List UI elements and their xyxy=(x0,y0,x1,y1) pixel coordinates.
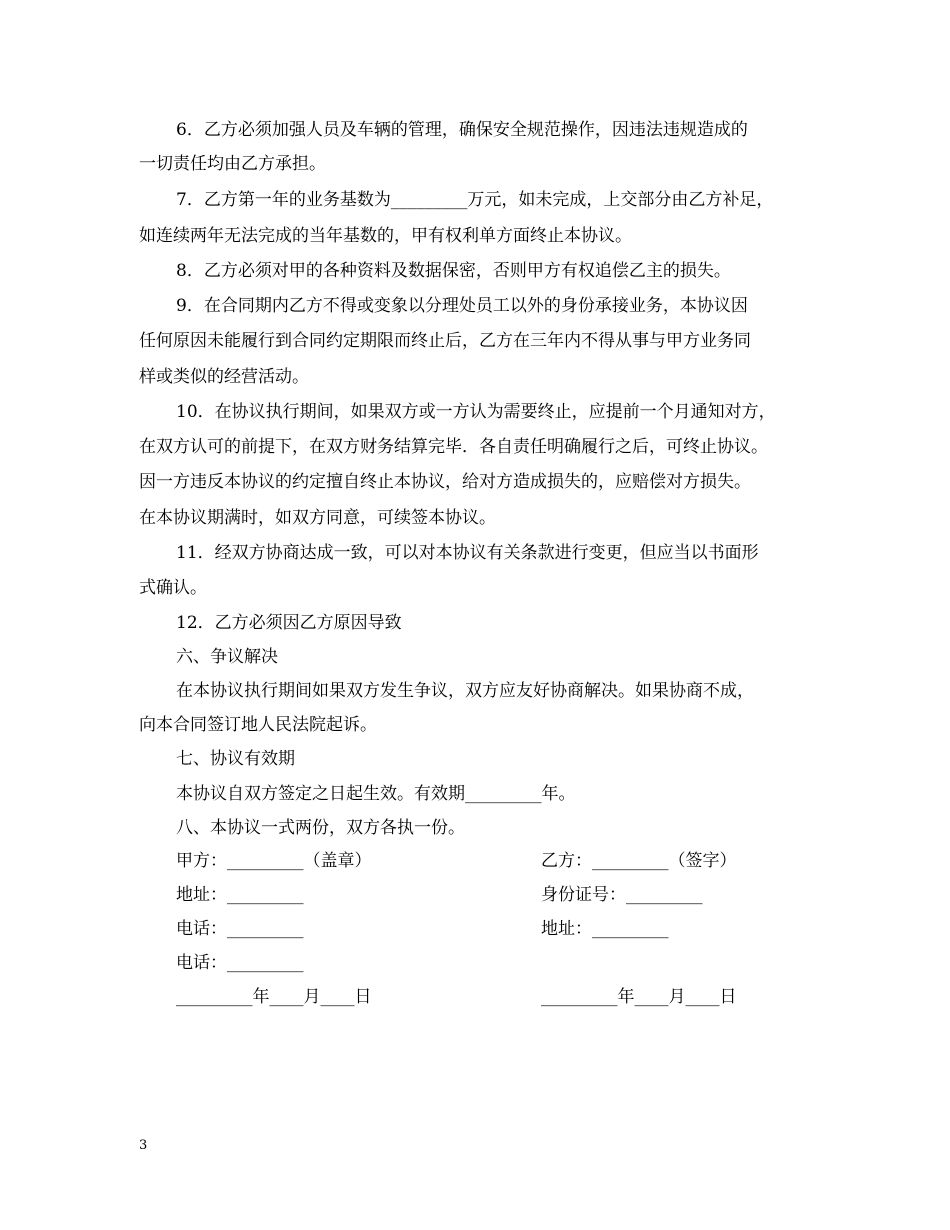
section-6-line-1: 在本协议执行期间如果双方发生争议，双方应友好协商解决。如果协商不成， xyxy=(176,681,754,701)
section-7-title: 七、协议有效期 xyxy=(176,749,295,769)
party-a-phone-field: 电话：_________ xyxy=(176,919,304,939)
party-b-field: 乙方：_________（签字） xyxy=(541,851,737,871)
section-6-line-2: 向本合同签订地人民法院起诉。 xyxy=(139,715,377,735)
party-a-address-field: 地址：_________ xyxy=(176,885,304,905)
clause-9-line-3: 样或类似的经营活动。 xyxy=(139,367,309,387)
clause-7-line-1: 7．乙方第一年的业务基数为_________万元，如未完成，上交部分由乙方补足， xyxy=(176,190,774,210)
clause-9-line-2: 任何原因未能履行到合同约定期限而终止后，乙方在三年内不得从事与甲方业务同 xyxy=(139,331,751,351)
clause-12: 12．乙方必须因乙方原因导致 xyxy=(176,613,402,633)
party-a-date-field: _________年____月____日 xyxy=(176,987,372,1007)
party-b-address-field: 地址：_________ xyxy=(541,919,669,939)
clause-10-line-3: 因一方违反本协议的约定擅自终止本协议，给对方造成损失的，应赔偿对方损失。 xyxy=(139,472,751,492)
party-a-phone-field-2: 电话：_________ xyxy=(176,953,304,973)
party-b-date-field: _________年____月____日 xyxy=(541,987,737,1007)
clause-9-line-1: 9．在合同期内乙方不得或变象以分理处员工以外的身份承接业务，本协议因 xyxy=(176,296,748,316)
page-number: 3 xyxy=(139,1138,148,1153)
party-b-id-field: 身份证号：_________ xyxy=(541,885,703,905)
section-6-title: 六、争议解决 xyxy=(176,647,278,667)
clause-10-line-2: 在双方认可的前提下，在双方财务结算完毕．各自责任明确履行之后，可终止协议。 xyxy=(139,437,768,457)
clause-7-line-2: 如连续两年无法完成的当年基数的，甲有权利单方面终止本协议。 xyxy=(139,226,632,246)
clause-6-line-2: 一切责任均由乙方承担。 xyxy=(139,154,326,174)
section-8-title: 八、本协议一式两份，双方各执一份。 xyxy=(176,818,465,838)
clause-6-line-1: 6．乙方必须加强人员及车辆的管理，确保安全规范操作，因违法违规造成的 xyxy=(176,120,748,140)
clause-8: 8．乙方必须对甲的各种资料及数据保密，否则甲方有权追偿乙主的损失。 xyxy=(176,261,731,281)
party-a-field: 甲方：_________（盖章） xyxy=(176,851,372,871)
clause-11-line-2: 式确认。 xyxy=(139,578,207,598)
section-7-text: 本协议自双方签定之日起生效。有效期_________年。 xyxy=(176,784,576,804)
clause-10-line-1: 10．在协议执行期间，如果双方或一方认为需要终止，应提前一个月通知对方， xyxy=(176,402,776,422)
clause-10-line-4: 在本协议期满时，如双方同意，可续签本协议。 xyxy=(139,508,496,528)
clause-11-line-1: 11．经双方协商达成一致，可以对本协议有关条款进行变更，但应当以书面形 xyxy=(176,543,759,563)
